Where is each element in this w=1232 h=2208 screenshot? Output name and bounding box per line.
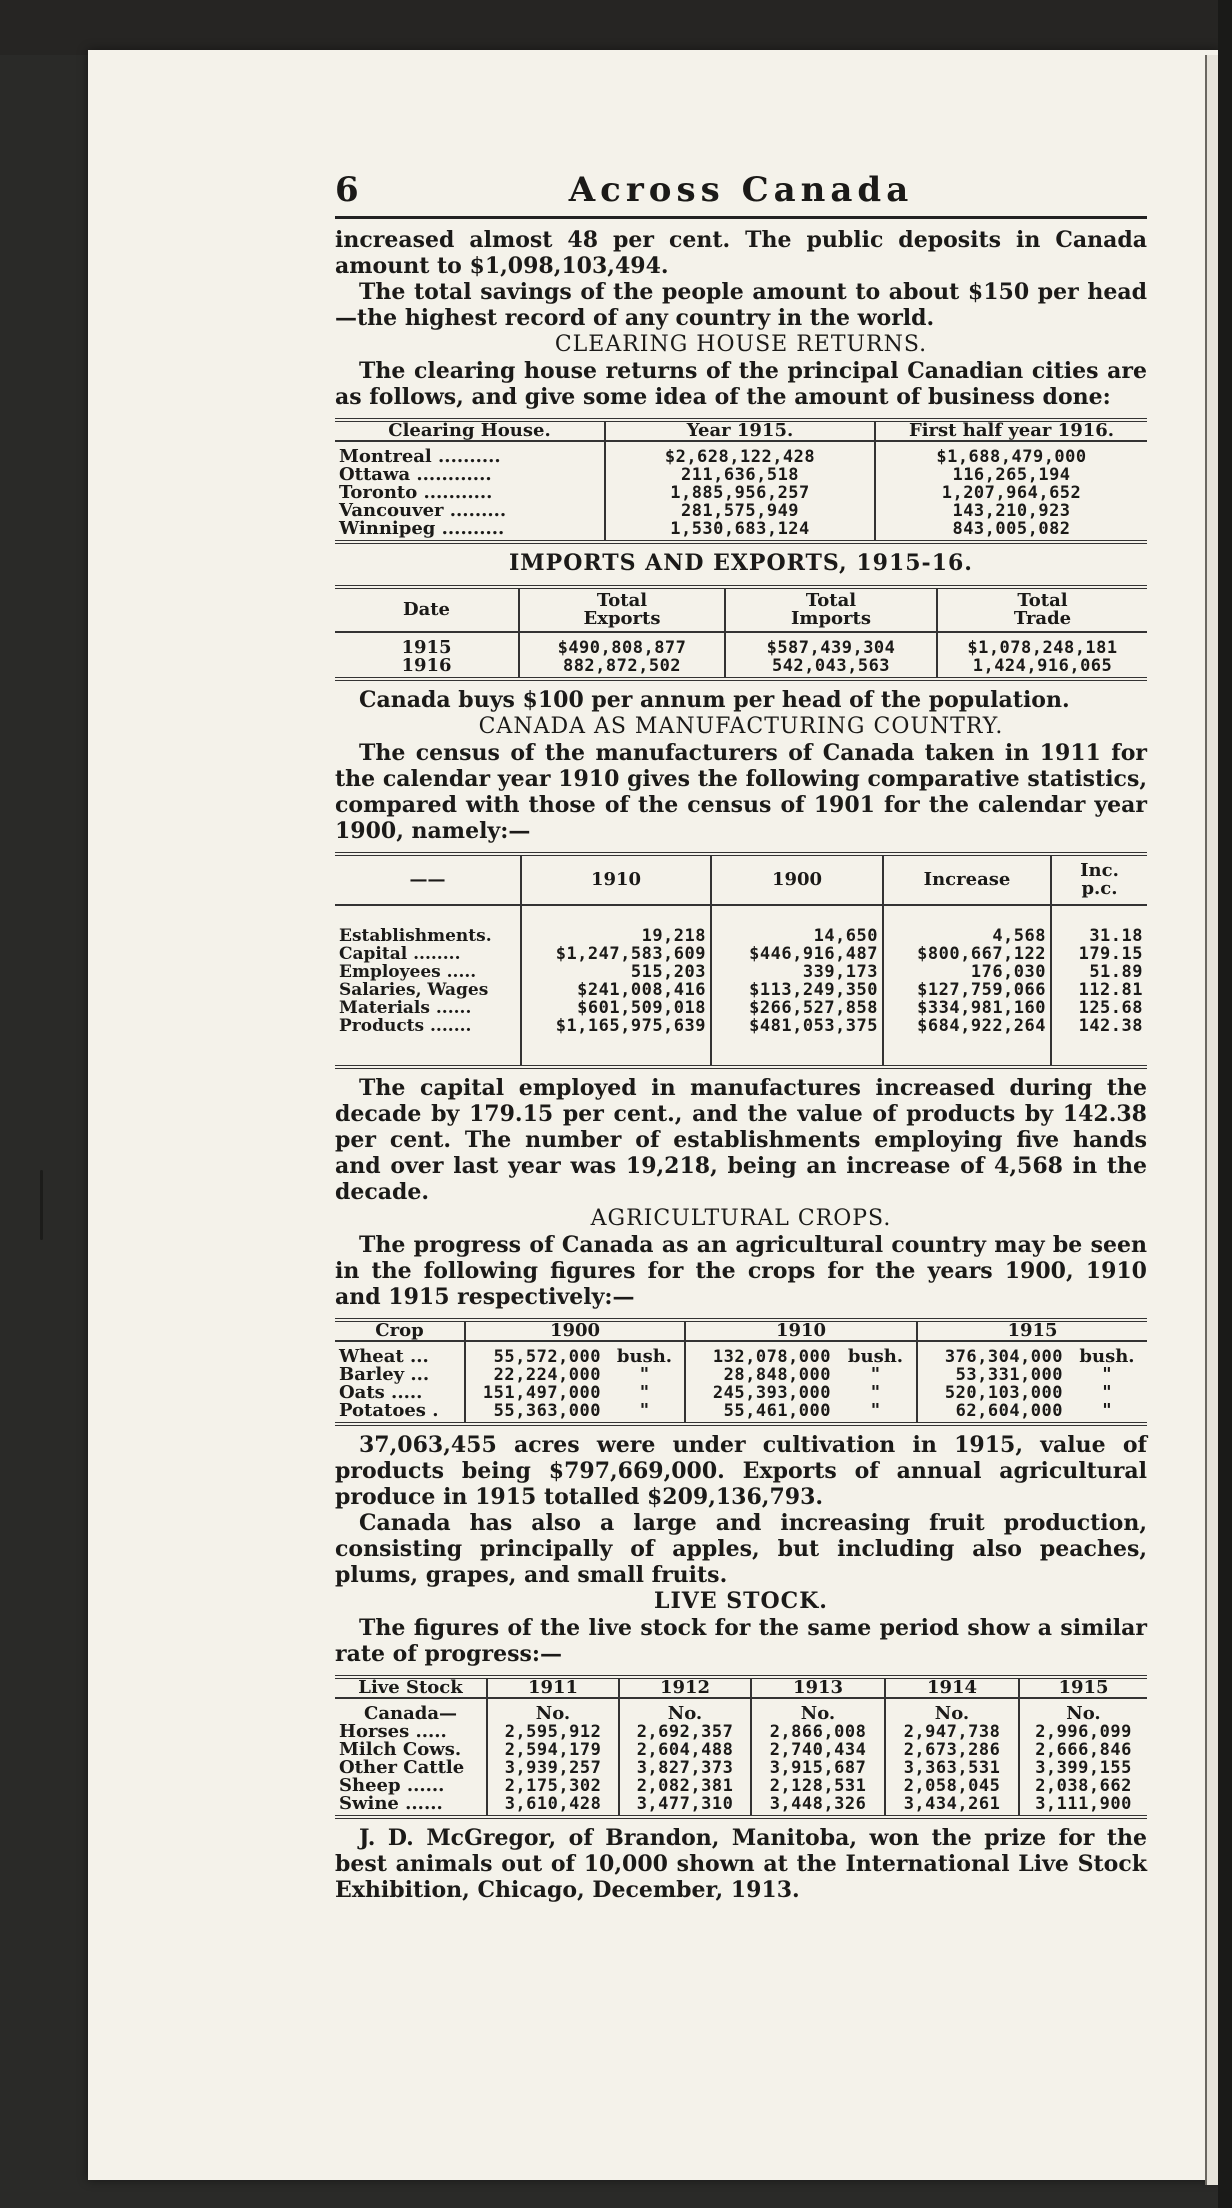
mfg-label: Materials ...... — [339, 998, 472, 1018]
paragraph-canada-buys: Canada buys $100 per annum per head of the population. — [359, 687, 1070, 713]
page-content — [335, 170, 1147, 1903]
clearing-1915-value: 281,575,949 — [605, 502, 875, 520]
ls-unit-no: No. — [487, 1698, 619, 1723]
crop-1900-unit: " — [639, 1364, 650, 1385]
crops-header-crop: Crop — [335, 1322, 465, 1341]
ls-value: 2,673,286 — [885, 1741, 1019, 1759]
mfg-label: Employees ..... — [339, 962, 477, 982]
paragraph-crops-intro: The progress of Canada as an agricultural country may be seen in the following figures for the crops for the years 1900, 1910 and 1915 respectively:— — [335, 1232, 1147, 1310]
clearing-1915-value: 211,636,518 — [605, 466, 875, 484]
mfg-increase: 4,568 — [883, 927, 1051, 945]
clearing-header-city: Clearing House. — [335, 422, 605, 441]
clearing-city: Ottawa ............ — [339, 464, 492, 485]
heading-live-stock: LIVE STOCK. — [654, 1588, 828, 1614]
clearing-header-1916: First half year 1916. — [875, 422, 1147, 441]
paragraph-manufacturing-summary: The capital employed in manufactures increased during the decade by 179.15 per cent., and the value of products by 142.38 per cent. The number of establishments employing five hands and over last year was 19,218, being an increase of 4,568 in the decade. — [335, 1075, 1147, 1205]
ls-value: 2,175,302 — [487, 1777, 619, 1795]
ls-label: Other Cattle — [339, 1757, 465, 1778]
crop-1910-unit: " — [870, 1382, 881, 1403]
crop-1915-value: 62,604,000 — [917, 1402, 1067, 1422]
crop-1910-value: 28,848,000 — [685, 1366, 835, 1384]
table-row — [335, 1366, 1147, 1384]
ls-header-1913: 1913 — [751, 1679, 885, 1698]
ls-label: Horses ..... — [339, 1721, 447, 1742]
ie-header-exports-line2: Exports — [583, 608, 661, 629]
mfg-pc: 31.18 — [1051, 927, 1147, 945]
crops-header-1915: 1915 — [917, 1322, 1147, 1341]
ls-header-1915: 1915 — [1019, 1679, 1147, 1698]
clearing-city: Montreal .......... — [339, 446, 501, 467]
mfg-label: Capital ........ — [339, 944, 461, 964]
mfg-header-1900: 1900 — [711, 856, 883, 905]
mfg-1900: 14,650 — [711, 927, 883, 945]
clearing-1916-value: 1,207,964,652 — [875, 484, 1147, 502]
table-row — [335, 927, 1147, 945]
table-row — [335, 657, 1147, 677]
table-row — [335, 520, 1147, 540]
crops-header-1900: 1900 — [465, 1322, 685, 1341]
heading-clearing-house: CLEARING HOUSE RETURNS. — [554, 332, 928, 357]
crop-1915-unit: " — [1102, 1400, 1112, 1421]
mfg-pc: 51.89 — [1051, 963, 1147, 981]
table-row — [335, 441, 1147, 466]
table-row — [335, 999, 1147, 1017]
ls-value: 2,692,357 — [619, 1723, 751, 1741]
ls-header-1914: 1914 — [885, 1679, 1019, 1698]
manufacturing-table — [335, 852, 1147, 1069]
crops-header-1910: 1910 — [685, 1322, 917, 1341]
clearing-header-1915: Year 1915. — [605, 422, 875, 441]
margin-pencil-mark — [40, 1170, 43, 1240]
crop-1910-unit: bush. — [847, 1346, 904, 1367]
heading-agricultural-crops: AGRICULTURAL CROPS. — [590, 1206, 892, 1231]
mfg-header-increase: Increase — [883, 856, 1051, 905]
paragraph-clearing-intro: The clearing house returns of the principal Canadian cities are as follows, and give some idea of the amount of business done: — [335, 358, 1147, 410]
crop-1900-value: 151,497,000 — [465, 1384, 605, 1402]
crop-1900-value: 55,363,000 — [465, 1402, 605, 1422]
ie-trade: $1,078,248,181 — [937, 632, 1147, 657]
ls-value: 3,915,687 — [751, 1759, 885, 1777]
ls-value: 3,434,261 — [885, 1795, 1019, 1815]
ls-value: 3,363,531 — [885, 1759, 1019, 1777]
scan-background-right — [1218, 0, 1232, 2208]
crop-1910-value: 245,393,000 — [685, 1384, 835, 1402]
table-row — [335, 963, 1147, 981]
ls-value: 3,448,326 — [751, 1795, 885, 1815]
mfg-1910: $241,008,416 — [521, 981, 711, 999]
table-row — [335, 981, 1147, 999]
page-number: 6 — [335, 170, 359, 210]
mfg-1910: $601,509,018 — [521, 999, 711, 1017]
crop-name: Oats ..... — [339, 1382, 423, 1403]
clearing-1916-value: $1,688,479,000 — [875, 441, 1147, 466]
mfg-increase: 176,030 — [883, 963, 1051, 981]
paragraph-fruit: Canada has also a large and increasing fruit production, consisting principally of apples, but including also peaches, plums, grapes, and small fruits. — [335, 1510, 1147, 1588]
ls-value: 2,866,008 — [751, 1723, 885, 1741]
table-row — [335, 1795, 1147, 1815]
paragraph-livestock-intro: The figures of the live stock for the same period show a similar rate of progress:— — [335, 1615, 1147, 1667]
ls-value: 3,939,257 — [487, 1759, 619, 1777]
livestock-table — [335, 1675, 1147, 1819]
table-row — [335, 1777, 1147, 1795]
mfg-label: Salaries, Wages — [339, 980, 489, 1000]
mfg-header-inc-line2: p.c. — [1081, 878, 1118, 899]
ls-value: 2,740,434 — [751, 1741, 885, 1759]
ie-imports: 542,043,563 — [725, 657, 937, 677]
mfg-1910: $1,247,583,609 — [521, 945, 711, 963]
crop-1915-value: 376,304,000 — [917, 1341, 1067, 1366]
ls-value: 2,595,912 — [487, 1723, 619, 1741]
table-row — [335, 1017, 1147, 1035]
mfg-1900: $481,053,375 — [711, 1017, 883, 1035]
mfg-header-inc-pc — [1051, 856, 1147, 905]
ls-header-1911: 1911 — [487, 1679, 619, 1698]
clearing-1916-value: 116,265,194 — [875, 466, 1147, 484]
table-row — [335, 1698, 1147, 1723]
crop-name: Wheat ... — [339, 1346, 429, 1367]
mfg-1900: $446,916,487 — [711, 945, 883, 963]
ie-header-date: Date — [335, 589, 519, 632]
crop-1900-unit: bush. — [616, 1346, 673, 1367]
ls-value: 3,111,900 — [1019, 1795, 1147, 1815]
crop-1915-unit: bush. — [1079, 1346, 1135, 1367]
crop-1910-value: 132,078,000 — [685, 1341, 835, 1366]
crops-table — [335, 1318, 1147, 1426]
imports-exports-table — [335, 585, 1147, 681]
mfg-1900: $266,527,858 — [711, 999, 883, 1017]
mfg-pc: 112.81 — [1051, 981, 1147, 999]
crop-name: Barley ... — [339, 1364, 430, 1385]
running-title: Across Canada — [568, 170, 914, 210]
ie-imports: $587,439,304 — [725, 632, 937, 657]
ie-header-imports-line1: Total — [805, 590, 857, 611]
ie-header-imports-line2: Imports — [791, 608, 871, 629]
ls-value: 3,610,428 — [487, 1795, 619, 1815]
ie-exports: 882,872,502 — [519, 657, 725, 677]
clearing-1916-value: 843,005,082 — [875, 520, 1147, 540]
clearing-city: Toronto ........... — [339, 482, 493, 503]
table-row — [335, 1341, 1147, 1366]
table-row — [335, 945, 1147, 963]
mfg-increase: $334,981,160 — [883, 999, 1051, 1017]
ls-value: 3,477,310 — [619, 1795, 751, 1815]
heading-manufacturing: CANADA AS MANUFACTURING COUNTRY. — [478, 714, 1004, 739]
mfg-header-1910: 1910 — [521, 856, 711, 905]
ls-value: 2,058,045 — [885, 1777, 1019, 1795]
ie-exports: $490,808,877 — [519, 632, 725, 657]
mfg-label: Products ....... — [339, 1016, 472, 1036]
ls-unit-no: No. — [885, 1698, 1019, 1723]
clearing-city: Vancouver ......... — [339, 500, 507, 521]
mfg-1900: 339,173 — [711, 963, 883, 981]
ls-value: 2,128,531 — [751, 1777, 885, 1795]
crop-1915-unit: " — [1102, 1364, 1112, 1385]
mfg-1900: $113,249,350 — [711, 981, 883, 999]
ls-subheader-canada: Canada— — [364, 1703, 457, 1724]
ls-header-1912: 1912 — [619, 1679, 751, 1698]
clearing-1915-value: 1,885,956,257 — [605, 484, 875, 502]
ls-unit-no: No. — [1019, 1698, 1147, 1723]
mfg-1910: 19,218 — [521, 927, 711, 945]
ie-date: 1916 — [401, 655, 452, 676]
mfg-pc: 125.68 — [1051, 999, 1147, 1017]
ie-header-imports — [725, 589, 937, 632]
ls-value: 2,996,099 — [1019, 1723, 1147, 1741]
mfg-header-inc-line1: Inc. — [1080, 860, 1119, 881]
mfg-pc: 179.15 — [1051, 945, 1147, 963]
ls-label: Swine ...... — [339, 1793, 443, 1814]
mfg-increase: $800,667,122 — [883, 945, 1051, 963]
ls-value: 2,666,846 — [1019, 1741, 1147, 1759]
paragraph-savings: The total savings of the people amount to about $150 per head—the highest record of any country in the world. — [335, 279, 1147, 331]
crop-1910-value: 55,461,000 — [685, 1402, 835, 1422]
paragraph-manufacturing-intro: The census of the manufacturers of Canada taken in 1911 for the calendar year 1910 gives the following comparative statistics, compared with those of the census of 1901 for the calendar year 1900, namely:— — [335, 740, 1147, 844]
ls-unit-no: No. — [619, 1698, 751, 1723]
ls-header-label: Live Stock — [335, 1679, 487, 1698]
crop-1915-unit: " — [1102, 1382, 1112, 1403]
clearing-1915-value: 1,530,683,124 — [605, 520, 875, 540]
ls-value: 3,399,155 — [1019, 1759, 1147, 1777]
paragraph-deposits: increased almost 48 per cent. The public deposits in Canada amount to $1,098,103,494. — [335, 227, 1147, 279]
clearing-1915-value: $2,628,122,428 — [605, 441, 875, 466]
mfg-pc: 142.38 — [1051, 1017, 1147, 1035]
mfg-1910: $1,165,975,639 — [521, 1017, 711, 1035]
ie-header-trade-line2: Trade — [1013, 608, 1072, 629]
table-row — [335, 1384, 1147, 1402]
paragraph-mcgregor: J. D. McGregor, of Brandon, Manitoba, won the prize for the best animals out of 10,000 shown at the International Live Stock Exhibition, Chicago, December, 1913. — [335, 1825, 1147, 1903]
ls-value: 3,827,373 — [619, 1759, 751, 1777]
ls-label: Milch Cows. — [339, 1739, 462, 1760]
ls-value: 2,594,179 — [487, 1741, 619, 1759]
ie-header-trade-line1: Total — [1017, 590, 1068, 611]
mfg-increase: $684,922,264 — [883, 1017, 1051, 1035]
crop-1900-value: 22,224,000 — [465, 1366, 605, 1384]
crop-name: Potatoes . — [339, 1400, 439, 1421]
ls-unit-no: No. — [751, 1698, 885, 1723]
ie-header-trade — [937, 589, 1147, 632]
ie-date: 1915 — [401, 637, 452, 658]
crop-1900-unit: " — [639, 1382, 650, 1403]
mfg-header-dash: —— — [335, 856, 521, 905]
mfg-label: Establishments. — [339, 926, 492, 946]
paragraph-acres: 37,063,455 acres were under cultivation in 1915, value of products being $797,669,000. Exports of annual agricultural produce in 1915 totalled $209,136,793. — [335, 1432, 1147, 1510]
mfg-increase: $127,759,066 — [883, 981, 1051, 999]
heading-imports-exports: IMPORTS AND EXPORTS, 1915-16. — [509, 550, 973, 576]
crop-1910-unit: " — [870, 1400, 881, 1421]
scan-background-top — [0, 0, 1232, 55]
ls-value: 2,082,381 — [619, 1777, 751, 1795]
table-row — [335, 1759, 1147, 1777]
running-head — [335, 170, 1147, 219]
ls-value: 2,038,662 — [1019, 1777, 1147, 1795]
crop-1900-unit: " — [639, 1400, 650, 1421]
table-row — [335, 632, 1147, 657]
clearing-city: Winnipeg .......... — [339, 518, 505, 539]
crop-1915-value: 520,103,000 — [917, 1384, 1067, 1402]
clearing-house-table — [335, 418, 1147, 544]
ls-value: 2,604,488 — [619, 1741, 751, 1759]
crop-1915-value: 53,331,000 — [917, 1366, 1067, 1384]
ie-trade: 1,424,916,065 — [937, 657, 1147, 677]
ls-label: Sheep ...... — [339, 1775, 445, 1796]
crop-1900-value: 55,572,000 — [465, 1341, 605, 1366]
table-row — [335, 1402, 1147, 1422]
ie-header-exports-line1: Total — [596, 590, 648, 611]
ie-header-exports — [519, 589, 725, 632]
ls-value: 2,947,738 — [885, 1723, 1019, 1741]
clearing-1916-value: 143,210,923 — [875, 502, 1147, 520]
mfg-1910: 515,203 — [521, 963, 711, 981]
crop-1910-unit: " — [870, 1364, 881, 1385]
